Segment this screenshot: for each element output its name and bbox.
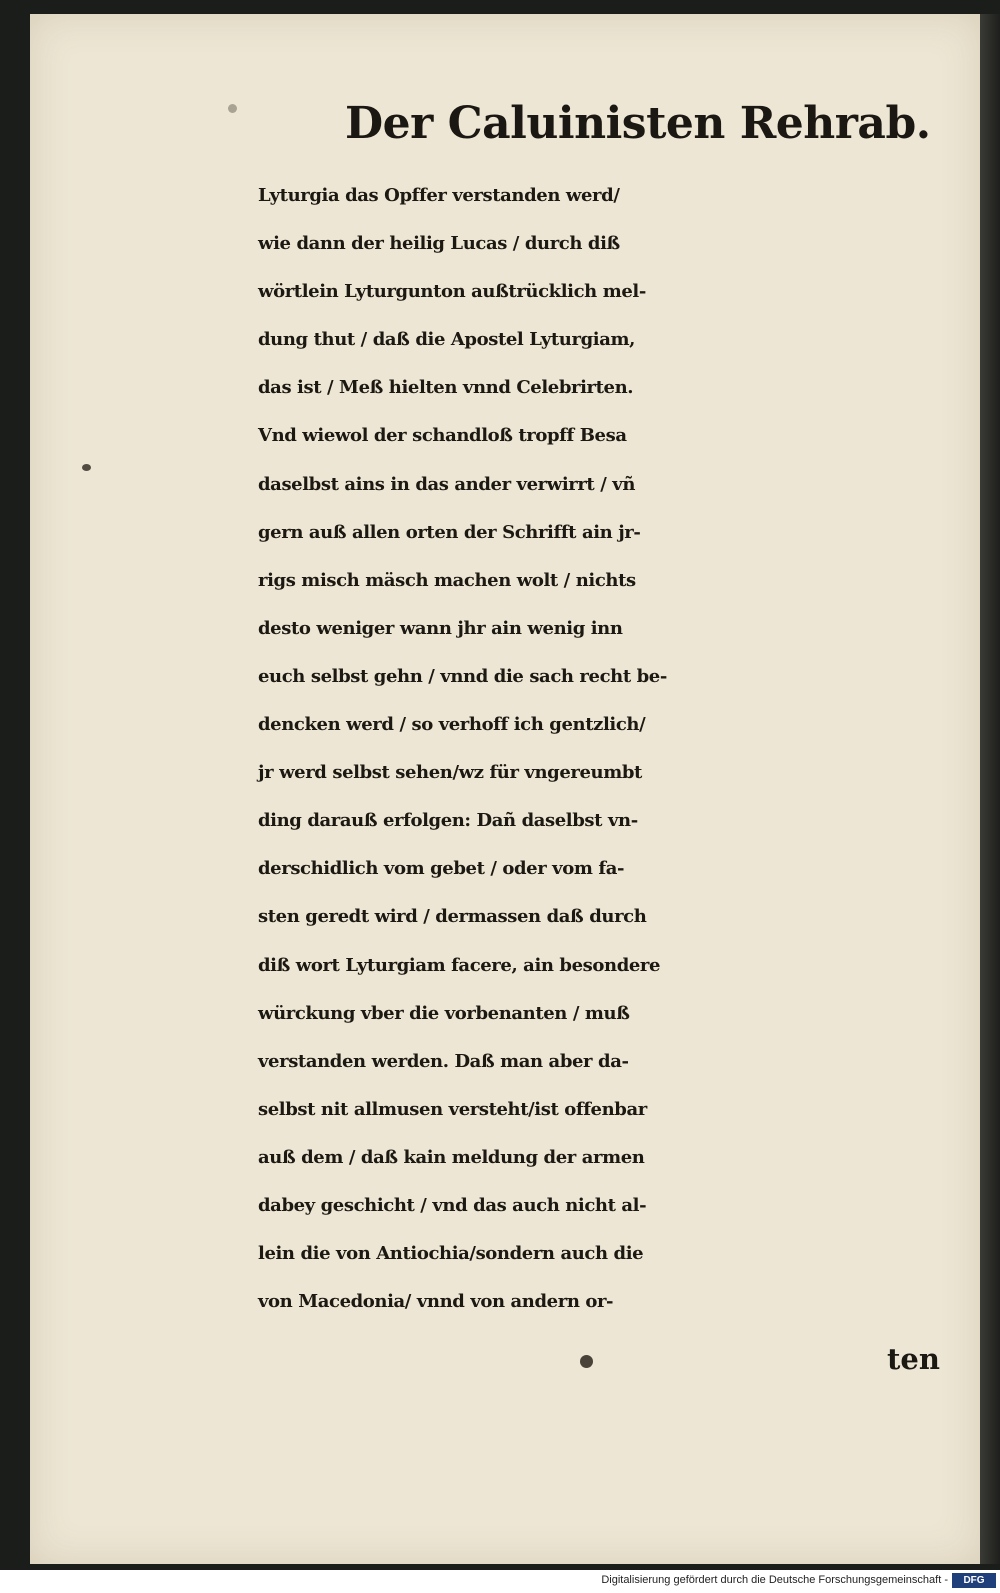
text-line: ding darauß erfolgen: Dañ daselbst vn- [258,810,638,832]
catchword: ten [887,1342,940,1376]
dfg-logo: DFG [952,1573,996,1588]
body-text [258,172,948,1326]
text-line: sten geredt wird / dermassen daß durch [258,906,647,928]
text-line: verstanden werden. Daß man aber da- [258,1050,629,1072]
ink-spot [580,1355,593,1368]
ink-spot [82,464,91,471]
text-line: dencken werd / so verhoff ich gentzlich/ [258,714,646,736]
text-line: euch selbst gehn / vnnd die sach recht be- [258,665,667,687]
ink-spot [228,104,237,113]
text-line: wörtlein Lyturgunton außtrücklich mel- [258,281,646,303]
text-line: wie dann der heilig Lucas / durch diß [258,233,620,255]
text-line: selbst nit allmusen versteht/ist offenbar [258,1098,647,1120]
text-line: jr werd selbst sehen/wz für vngereumbt [258,762,642,784]
running-head: Der Caluinisten Rehrab. [345,98,931,149]
adjacent-page-edge [980,14,1000,1564]
text-line: gern auß allen orten der Schrifft ain jr- [258,521,641,543]
text-line: derschidlich vom gebet / oder vom fa- [258,858,625,880]
digitization-footer [0,1570,1000,1593]
text-line: Lyturgia das Opffer verstanden werd/ [258,185,620,206]
text-line: rigs misch mäsch machen wolt / nichts [258,569,636,591]
text-line: würckung vber die vorbenanten / muß [258,1002,630,1024]
text-line: diß wort Lyturgiam facere, ain besondere [258,954,661,976]
text-line: Vnd wiewol der schandloß tropff Besa [258,425,627,447]
footer-credit: Digitalisierung gefördert durch die Deutsche Forschungsgemeinschaft - [601,1574,948,1586]
text-line: auß dem / daß kain meldung der armen [258,1146,645,1168]
text-line: desto weniger wann jhr ain wenig inn [258,617,623,639]
text-line: daselbst ains in das ander verwirrt / vñ [258,473,636,495]
text-line: dabey geschicht / vnd das auch nicht al- [258,1194,647,1216]
text-line: das ist / Meß hielten vnnd Celebrirten. [258,377,634,399]
text-line: lein die von Antiochia/sondern auch die [258,1243,644,1265]
text-line: von Macedonia/ vnnd von andern or- [258,1291,614,1313]
text-line: dung thut / daß die Apostel Lyturgiam, [258,329,635,351]
